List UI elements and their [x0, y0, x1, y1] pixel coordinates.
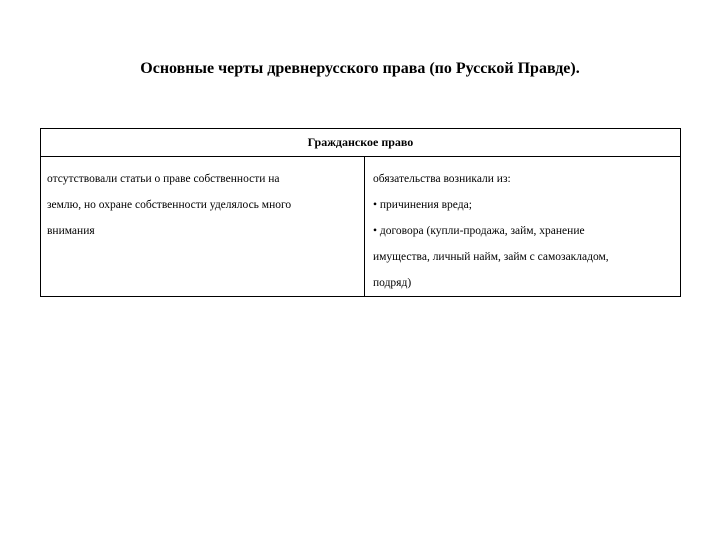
right-cell-line: обязательства возникали из:: [373, 173, 511, 185]
left-cell-line: внимания: [47, 225, 95, 237]
table-header: Гражданское право: [41, 129, 680, 157]
civil-law-table: [40, 128, 681, 297]
right-cell: [365, 157, 680, 296]
table-body: [41, 157, 680, 296]
page-title: Основные черты древнерусского права (по Русской Правде).: [140, 60, 580, 77]
right-cell-line: • причинения вреда;: [373, 199, 472, 211]
left-cell-line: отсутствовали статьи о праве собственности на: [47, 173, 280, 185]
left-cell: [41, 157, 365, 296]
right-cell-line: подряд): [373, 277, 412, 289]
right-cell-line: имущества, личный найм, займ с самозакладом,: [373, 251, 609, 263]
right-cell-line: • договора (купли-продажа, займ, хранение: [373, 225, 585, 237]
left-cell-line: землю, но охране собственности уделялось много: [47, 199, 292, 211]
